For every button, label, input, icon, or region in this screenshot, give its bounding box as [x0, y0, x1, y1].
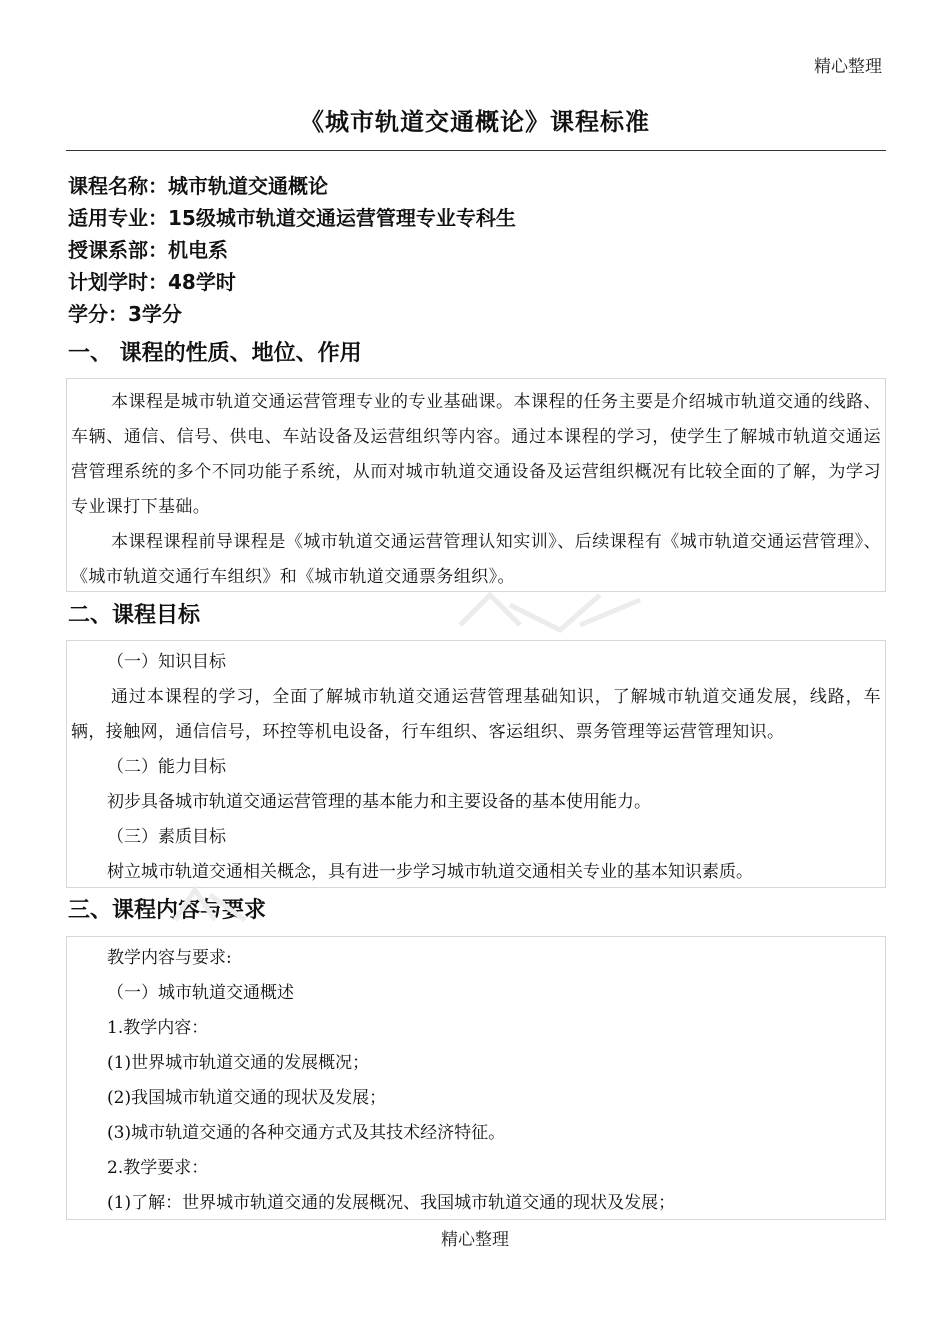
meta-hours: 计划学时：48学时: [68, 270, 236, 294]
document-title: 《城市轨道交通概论》课程标准: [300, 108, 650, 136]
list-item: 2.教学要求：: [107, 1158, 209, 1178]
subheading-knowledge: （一）知识目标: [107, 652, 226, 672]
list-item: (2)我国城市轨道交通的现状及发展；: [107, 1088, 387, 1108]
paragraph: 通过本课程的学习，全面了解城市轨道交通运营管理基础知识，了解城市轨道交通发展，线路，车辆，接触网，通信信号，环控等机电设备，行车组织、客运组织、票务管理等运营管理知识。: [71, 687, 881, 742]
paragraph: 本课程课程前导课程是《城市轨道交通运营管理认知实训》、后续课程有《城市轨道交通运营管理》、《城市轨道交通行车组织》和《城市轨道交通票务组织》。: [71, 532, 881, 587]
meta-major: 适用专业：15级城市轨道交通运营管理专业专科生: [68, 206, 516, 230]
meta-department: 授课系部：机电系: [68, 238, 228, 262]
section-box-nature: [66, 378, 886, 592]
meta-course-name: 课程名称：城市轨道交通概论: [68, 174, 328, 198]
section-box-objectives: [66, 640, 886, 888]
footer-note: 精心整理: [441, 1230, 509, 1250]
section-heading-nature: 一、 课程的性质、地位、作用: [68, 341, 362, 366]
list-item: (3)城市轨道交通的各种交通方式及其技术经济特征。: [107, 1123, 506, 1143]
list-item: 1.教学内容：: [107, 1018, 209, 1038]
list-item: (1)世界城市轨道交通的发展概况；: [107, 1053, 370, 1073]
list-item: （一）城市轨道交通概述: [107, 983, 294, 1003]
paragraph: 本课程是城市轨道交通运营管理专业的专业基础课。本课程的任务主要是介绍城市轨道交通的线路、车辆、通信、信号、供电、车站设备及运营组织等内容。通过本课程的学习，使学生了解城市轨道交通运营管理系统的多个不同功能子系统，从而对城市轨道交通设备及运营组织概况有比较全面的了解，为学习专业课打下基础。: [71, 392, 881, 517]
paragraph: 树立城市轨道交通相关概念，具有进一步学习城市轨道交通相关专业的基本知识素质。: [107, 862, 753, 882]
list-item: (1)了解：世界城市轨道交通的发展概况、我国城市轨道交通的现状及发展；: [107, 1193, 676, 1213]
subheading-ability: （二）能力目标: [107, 757, 226, 777]
paragraph: 初步具备城市轨道交通运营管理的基本能力和主要设备的基本使用能力。: [107, 792, 651, 812]
section-heading-content: 三、课程内容与要求: [68, 898, 267, 923]
meta-credits: 学分：3学分: [68, 302, 182, 326]
subheading-quality: （三）素质目标: [107, 827, 226, 847]
section-box-content: [66, 936, 886, 1220]
title-divider: [66, 150, 886, 151]
course-meta-block: [68, 170, 516, 330]
list-item: 教学内容与要求:: [107, 948, 232, 968]
section-heading-objectives: 二、课程目标: [68, 603, 201, 628]
header-note: 精心整理: [814, 57, 882, 77]
